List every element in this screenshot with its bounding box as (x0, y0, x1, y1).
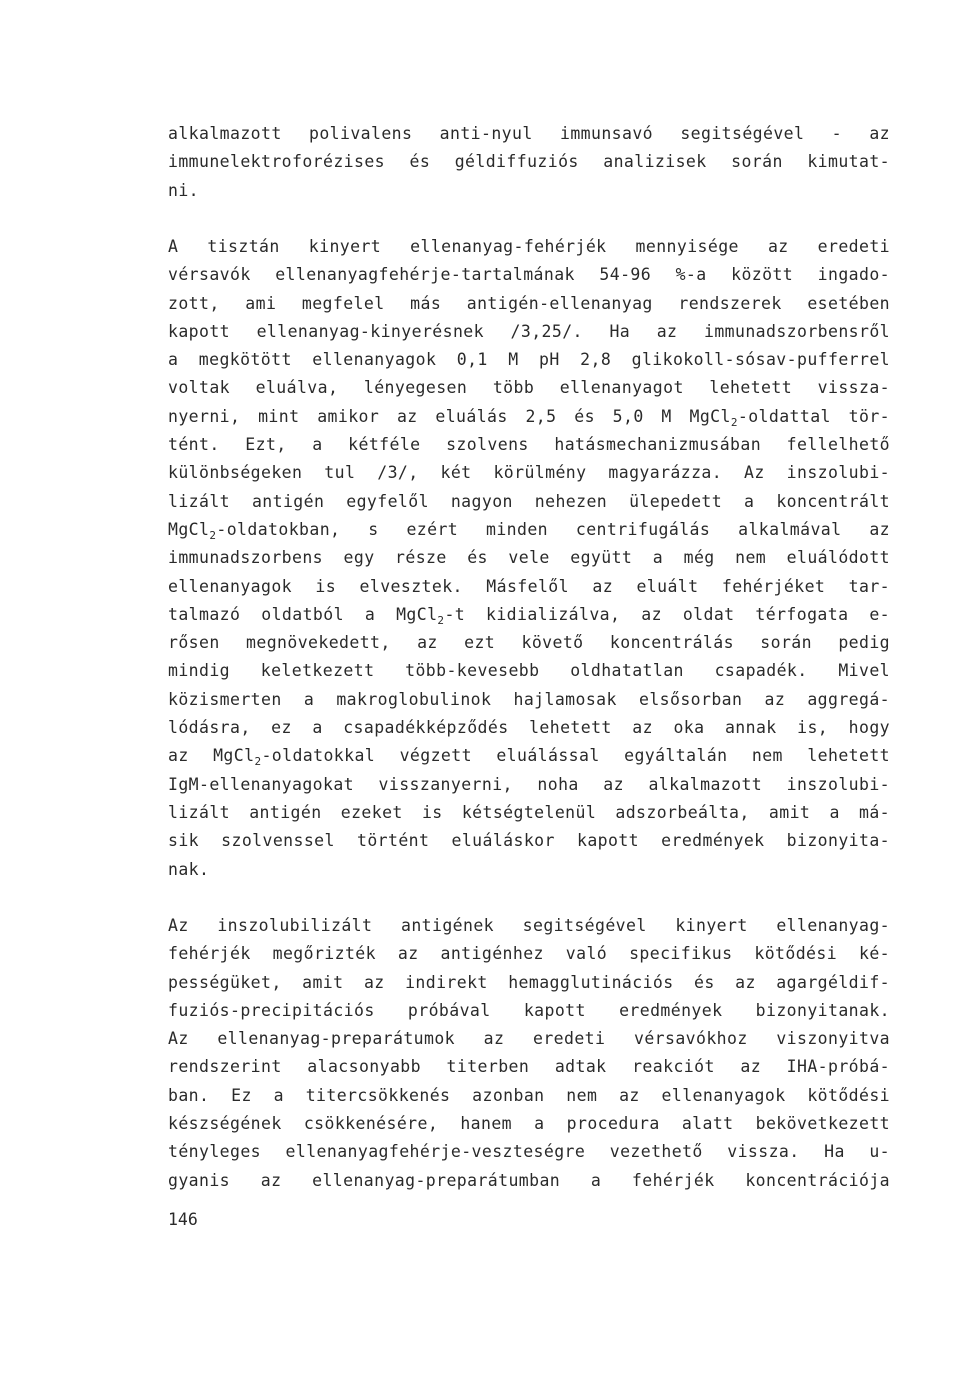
text-line: az MgCl$_2$-oldatokkal végzett eluálással egyáltalán nem lehetett (168, 746, 890, 769)
text-line: közismerten a makroglobulinok hajlamosak elsősorban az aggregá- (168, 689, 890, 709)
text-line: ban. Ez a titercsökkenés azonban nem az ellenanyagok kötődési (168, 1085, 890, 1105)
paragraph-1 (168, 120, 890, 205)
text-line: a megkötött ellenanyagok 0,1 M pH 2,8 glikokoll-sósav-pufferrel (168, 350, 890, 370)
text-line: lizált antigén ezeket is kétségtelenül adszorbeálta, amit a má- (168, 802, 890, 822)
text-line: kapott ellenanyag-kinyerésnek /3,25/. Ha az immunadszorbensről (168, 321, 890, 341)
text-line: alkalmazott polivalens anti-nyul immunsavó segitségével - az (168, 124, 890, 143)
text-line: immunadszorbens egy része és vele együtt a még nem eluálódott (168, 548, 890, 568)
text-line: ni. (168, 180, 200, 200)
text-line: gyanis az ellenanyag-preparátumban a fehérjék koncentrációja (168, 1170, 890, 1190)
text-line: lódásra, ez a csapadékképződés lehetett az oka annak is, hogy (168, 718, 890, 738)
text-line: tént. Ezt, a kétféle szolvens hatásmechanizmusában fellelhető (168, 435, 890, 455)
page-number: 146 (168, 1210, 198, 1229)
text-line: MgCl$_2$-oldatokban, s ezért minden centrifugálás alkalmával az (168, 519, 890, 542)
paragraph-2 (168, 233, 890, 884)
text-line: rősen megnövekedett, az ezt követő koncentrálás során pedig (168, 633, 890, 653)
text-line: rendszerint alacsonyabb titerben adtak reakciót az IHA-próbá- (168, 1057, 890, 1077)
text-line: vérsavók ellenanyagfehérje-tartalmának 54-96 %-a között ingado- (168, 265, 890, 285)
text-line: A tisztán kinyert ellenanyag-fehérjék mennyisége az eredeti (168, 237, 890, 256)
text-line: lizált antigén egyfelől nagyon nehezen ülepedett a koncentrált (168, 491, 890, 511)
text-line: voltak eluálva, lényegesen több ellenanyagot lehetett vissza- (168, 378, 890, 398)
text-line: immunelektroforézises és géldiffuziós analizisek során kimutat- (168, 152, 890, 172)
text-line: nak. (168, 859, 210, 879)
text-line: fuziós-precipitációs próbával kapott eredmények bizonyitanak. (168, 1000, 890, 1020)
text-line: zott, ami megfelel más antigén-ellenanyag rendszerek esetében (168, 293, 890, 313)
text-line: nyerni, mint amikor az eluálás 2,5 és 5,0 M MgCl$_2$-oldattal tör- (168, 406, 890, 429)
text-line: IgM-ellenanyagokat visszanyerni, noha az alkalmazott inszolubi- (168, 774, 890, 794)
text-line: készségének csökkenésére, hanem a procedura alatt bekövetkezett (168, 1114, 890, 1134)
text-line: Az inszolubilizált antigének segitségével kinyert ellenanyag- (168, 916, 890, 935)
paragraph-3 (168, 912, 890, 1195)
text-line: mindig keletkezett több-kevesebb oldhatatlan csapadék. Mivel (168, 661, 890, 681)
text-line: sik szolvenssel történt eluáláskor kapott eredmények bizonyita- (168, 831, 890, 851)
text-line: tényleges ellenanyagfehérje-veszteségre vezethető vissza. Ha u- (168, 1142, 890, 1162)
text-line: pességüket, amit az indirekt hemagglutinációs és az agargéldif- (168, 972, 890, 992)
text-line: Az ellenanyag-preparátumok az eredeti vérsavókhoz viszonyitva (168, 1029, 890, 1049)
text-line: fehérjék megőrizték az antigénhez való specifikus kötődési ké- (168, 944, 890, 964)
text-line: ellenanyagok is elvesztek. Másfelől az eluált fehérjéket tar- (168, 576, 890, 596)
text-line: talmazó oldatból a MgCl$_2$-t kidializálva, az oldat térfogata e- (168, 604, 890, 627)
text-line: különbségeken tul /3/, két körülmény magyarázza. Az inszolubi- (168, 463, 890, 483)
